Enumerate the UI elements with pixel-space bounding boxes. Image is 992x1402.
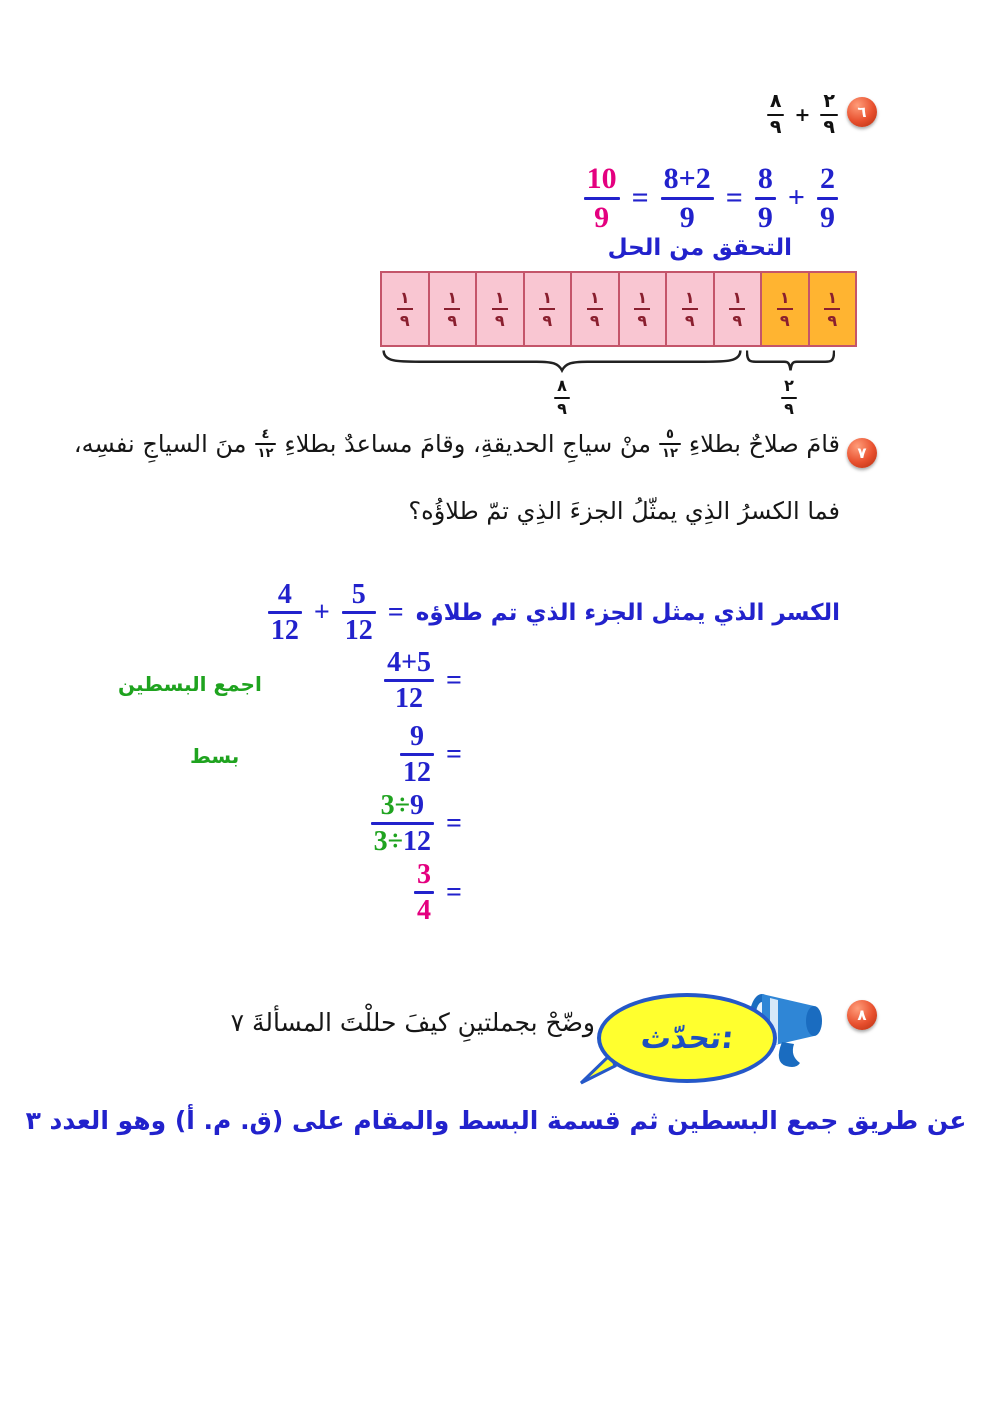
fraction-eight-ninths: $\frac{٨}{٩}$ (767, 92, 785, 138)
equals-sign: = (446, 738, 462, 770)
note-add-numerators: اجمع البسطين (118, 672, 262, 696)
equals-sign: = (725, 181, 743, 214)
fraction-two-ninths: $\frac{٢}{٩}$ (820, 92, 838, 138)
bar-cell-ninth (523, 271, 573, 347)
cell-fraction: ١ ٩ (492, 290, 508, 329)
talk-bubble (597, 993, 777, 1083)
cell-fraction: ١ ٩ (729, 290, 745, 329)
fraction-bar (584, 197, 620, 200)
fraction-bar (539, 308, 555, 310)
student-answer: عن طريق جمع البسطين ثم قسمة البسط والمقام على (ق. م. أ) وهو العدد ٣ (25, 1106, 967, 1135)
problem-6-solution-equation (584, 163, 838, 233)
equals-sign: = (631, 181, 649, 214)
fraction-3-4: $\frac{3}{4}$ (414, 860, 434, 926)
bar-cell-ninth (428, 271, 478, 347)
check-solution-heading: التحقق من الحل (607, 235, 792, 261)
solution-step-4 (371, 791, 464, 857)
right-group-brace (746, 347, 835, 373)
fraction-2-9: $\frac{2}{9}$ (817, 163, 838, 233)
fraction-bar (729, 308, 745, 310)
problem-7-text-segment: منْ سياجِ الحديقةِ، وقامَ مساعدٌ بطلاءِ (284, 429, 652, 458)
fraction-four-twelfths: $\frac{٤}{١٢}$ (255, 428, 277, 460)
fraction-bar (659, 443, 681, 445)
fraction-five-twelfths: $\frac{٥}{١٢}$ (659, 428, 681, 460)
fraction-bar (400, 753, 434, 756)
solution-step-2 (384, 648, 464, 714)
cell-fraction: ١ ٩ (682, 290, 698, 329)
fraction-bar-model (380, 271, 857, 347)
equals-sign: = (446, 807, 462, 839)
equals-sign: = (446, 664, 462, 696)
fraction-bar (492, 308, 508, 310)
fraction-eight-ninths: $\frac{٨}{٩}$ (554, 378, 570, 418)
fraction-bar (444, 308, 460, 310)
fraction-sum-8plus2-9: $\frac{8+2}{9}$ (661, 163, 714, 233)
problem-7-text-segment: منَ السياجِ نفسِه، (73, 429, 247, 458)
cell-fraction: ١ ٩ (444, 290, 460, 329)
note-simplify: بسط (190, 744, 240, 768)
left-group-label (540, 378, 584, 418)
fraction-4-12: $\frac{4}{12}$ (268, 580, 302, 646)
fraction-bar (268, 611, 302, 614)
cell-fraction: ١ ٩ (539, 290, 555, 329)
bar-cell-ninth (713, 271, 763, 347)
cell-fraction: ١ ٩ (587, 290, 603, 329)
cell-fraction: ١ ٩ (634, 290, 650, 329)
fraction-bar (397, 308, 413, 310)
fraction-bar (661, 197, 714, 200)
cell-fraction: ١ ٩ (777, 290, 793, 329)
problem-6-badge: ٦ (847, 97, 877, 127)
bar-cell-ninth (808, 271, 858, 347)
talk-prompt: وضّحْ بجملتينِ كيفَ حللْتَ المسألةَ ٧ (230, 1008, 595, 1037)
equals-sign: = (387, 596, 404, 628)
cell-fraction: ١ ٩ (824, 290, 840, 329)
step-1-label: الكسر الذي يمثل الجزء الذي تم طلاؤه (415, 599, 840, 626)
problem-7-text-segment: قامَ صلاحٌ بطلاءِ (688, 429, 840, 458)
fraction-result-10-9: $\frac{10}{9}$ (584, 163, 620, 233)
fraction-bar (371, 822, 434, 825)
fraction-bar (824, 308, 840, 310)
fraction-5-12: $\frac{5}{12}$ (342, 580, 376, 646)
problem-7-badge: ٧ (847, 438, 877, 468)
fraction-bar (587, 308, 603, 310)
bar-cell-ninth (618, 271, 668, 347)
fraction-bar (682, 308, 698, 310)
bar-cell-ninth (760, 271, 810, 347)
right-group-label (767, 378, 811, 418)
fraction-bar (634, 308, 650, 310)
solution-step-3 (400, 722, 464, 788)
fraction-bar (342, 611, 376, 614)
fraction-bar (817, 197, 838, 200)
problem-7-text-line1 (74, 428, 840, 460)
fraction-8-9: $\frac{8}{9}$ (755, 163, 776, 233)
left-group-brace (380, 347, 744, 373)
bar-cell-ninth (380, 271, 430, 347)
bar-cell-ninth (475, 271, 525, 347)
plus-sign: + (787, 181, 805, 214)
fraction-two-ninths: $\frac{٢}{٩}$ (781, 378, 797, 418)
solution-step-5 (414, 860, 464, 926)
problem-7-text-line2 (408, 497, 840, 525)
fraction-bar (384, 679, 434, 682)
fraction-bar (255, 443, 277, 445)
bar-cell-ninth (570, 271, 620, 347)
cell-fraction: ١ ٩ (397, 290, 413, 329)
equals-sign: = (446, 876, 462, 908)
plus-sign: + (313, 596, 330, 628)
fraction-bar (414, 891, 434, 894)
solution-step-1 (268, 580, 840, 646)
problem-6-expression (767, 92, 838, 138)
fraction-9-12: $\frac{9}{12}$ (400, 722, 434, 788)
bar-cell-ninth (665, 271, 715, 347)
fraction-4plus5-12: $\frac{4+5}{12}$ (384, 648, 434, 714)
fraction-bar (777, 308, 793, 310)
fraction-bar (755, 197, 776, 200)
fraction-9div3-12div3: $\frac{3\div 9}{3\div 12}$ (371, 791, 434, 857)
problem-7-question: فما الكسرُ الذِي يمثّلُ الجزءَ الذِي تمّ طلاؤُه؟ (408, 497, 840, 525)
plus-sign: + (794, 104, 811, 127)
talk-bubble-label: تحدّث: (638, 1020, 736, 1056)
problem-8-badge: ٨ (847, 1000, 877, 1030)
